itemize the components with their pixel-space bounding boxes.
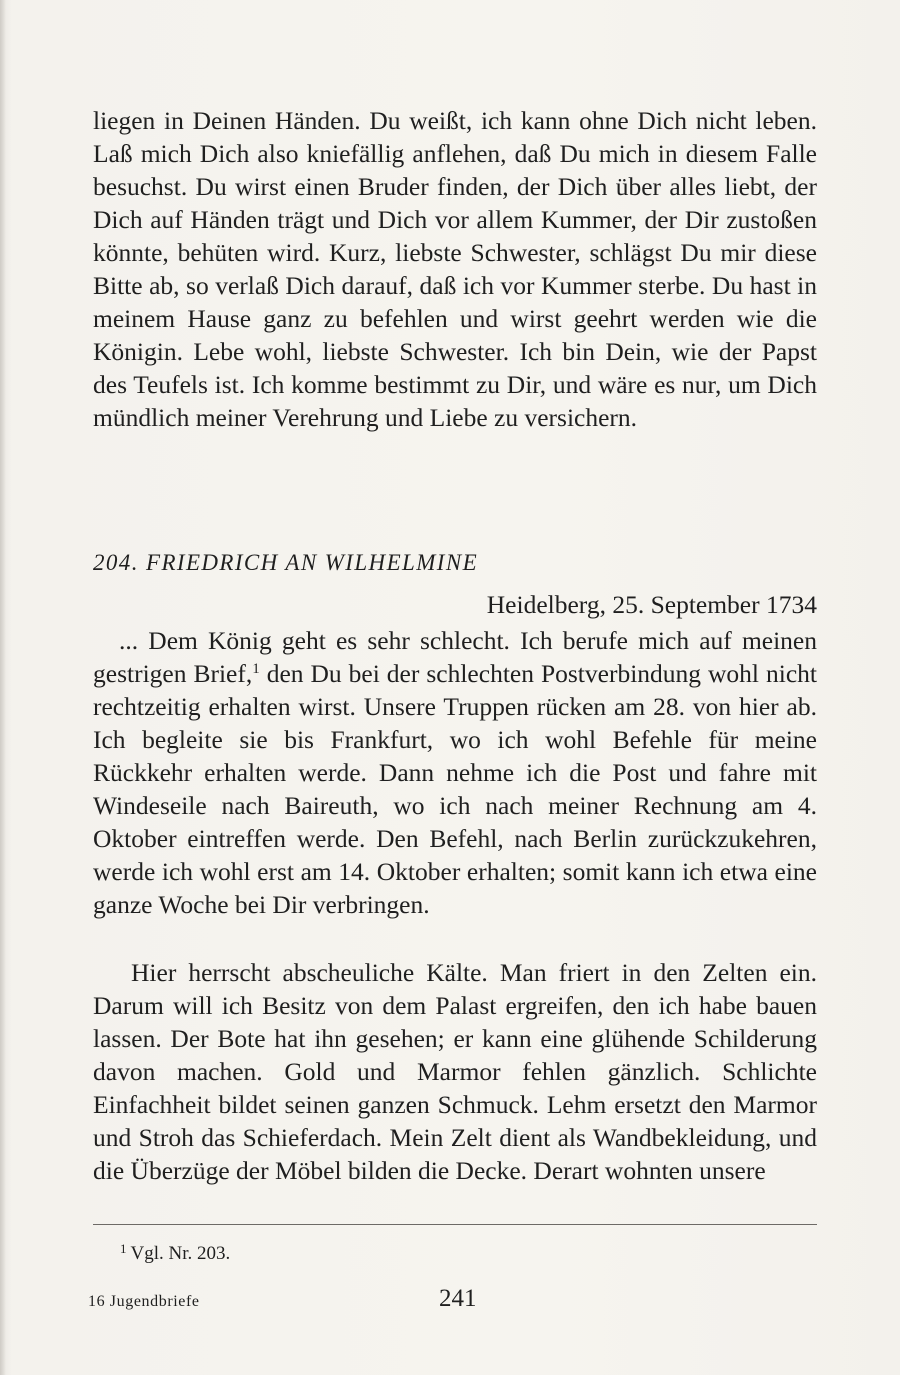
footnote-text: Vgl. Nr. 203. (130, 1243, 231, 1264)
letter-paragraph-1-text-b: den Du bei der schlechten Postverbindung wohl nicht rechtzeitig erhalten wirst. Unsere Truppen rücken am 28. von hier ab. Ich begleite sie bis Frankfurt, wo ich wohl Befehle für meine Rückkehr erhalten werde. Dann nehme ich die Post und fahre mit Windeseile nach Baireuth, wo ich nach meiner Rechnung am 4. Oktober eintreffen werde. Den Befehl, nach Berlin zurückzukehren, werde ich wohl erst am 14. Oktober erhalten; somit kann ich etwa eine ganze Woche bei Dir verbringen. (93, 659, 817, 919)
letter-paragraph-1 (93, 624, 817, 921)
letter-paragraph-1-text-a: ... Dem König geht es sehr schlecht. Ich berufe mich auf meinen gestrigen Brief, (93, 626, 817, 688)
letter-paragraph-2: Hier herrscht abscheuliche Kälte. Man friert in den Zelten ein. Darum will ich Besitz von dem Palast ergreifen, den ich habe bauen lassen. Der Bote hat ihn gesehen; er kann eine glühende Schilderung davon machen. Gold und Marmor fehlen gänzlich. Schlichte Einfachheit bildet seinen ganzen Schmuck. Lehm ersetzt den Marmor und Stroh das Schieferdach. Mein Zelt dient als Wandbekleidung, und die Überzüge der Möbel bilden die Decke. Derart wohnten unsere (93, 958, 817, 1185)
page-number: 241 (439, 1285, 477, 1312)
footnote (120, 1236, 230, 1267)
spine-shadow (0, 0, 6, 1375)
footnote-rule (93, 1224, 817, 1225)
footnote-reference: 1 (252, 661, 260, 677)
printer-signature: 16 Jugendbriefe (88, 1293, 200, 1310)
footnote-mark: 1 (120, 1241, 127, 1256)
continuation-paragraph: liegen in Deinen Händen. Du weißt, ich kann ohne Dich nicht leben. Laß mich Dich also kniefällig anflehen, daß Du mich in diesem Falle besuchst. Du wirst einen Bruder finden, der Dich über alles liebt, der Dich auf Händen trägt und Dich vor allem Kummer, der Dir zustoßen könnte, behüten wird. Kurz, liebste Schwester, schlägst Du mir diese Bitte ab, so verlaß Dich darauf, daß ich vor Kummer sterbe. Du hast in meinem Hause ganz zu befehlen und wirst geehrt werden wie die Königin. Lebe wohl, liebste Schwester. Ich bin Dein, wie der Papst des Teufels ist. Ich komme bestimmt zu Dir, und wäre es nur, um Dich mündlich meiner Verehrung und Liebe zu versichern. (93, 106, 817, 432)
letter-dateline: Heidelberg, 25. September 1734 (486, 590, 817, 619)
letter-heading: 204. FRIEDRICH AN WILHELMINE (93, 550, 479, 575)
